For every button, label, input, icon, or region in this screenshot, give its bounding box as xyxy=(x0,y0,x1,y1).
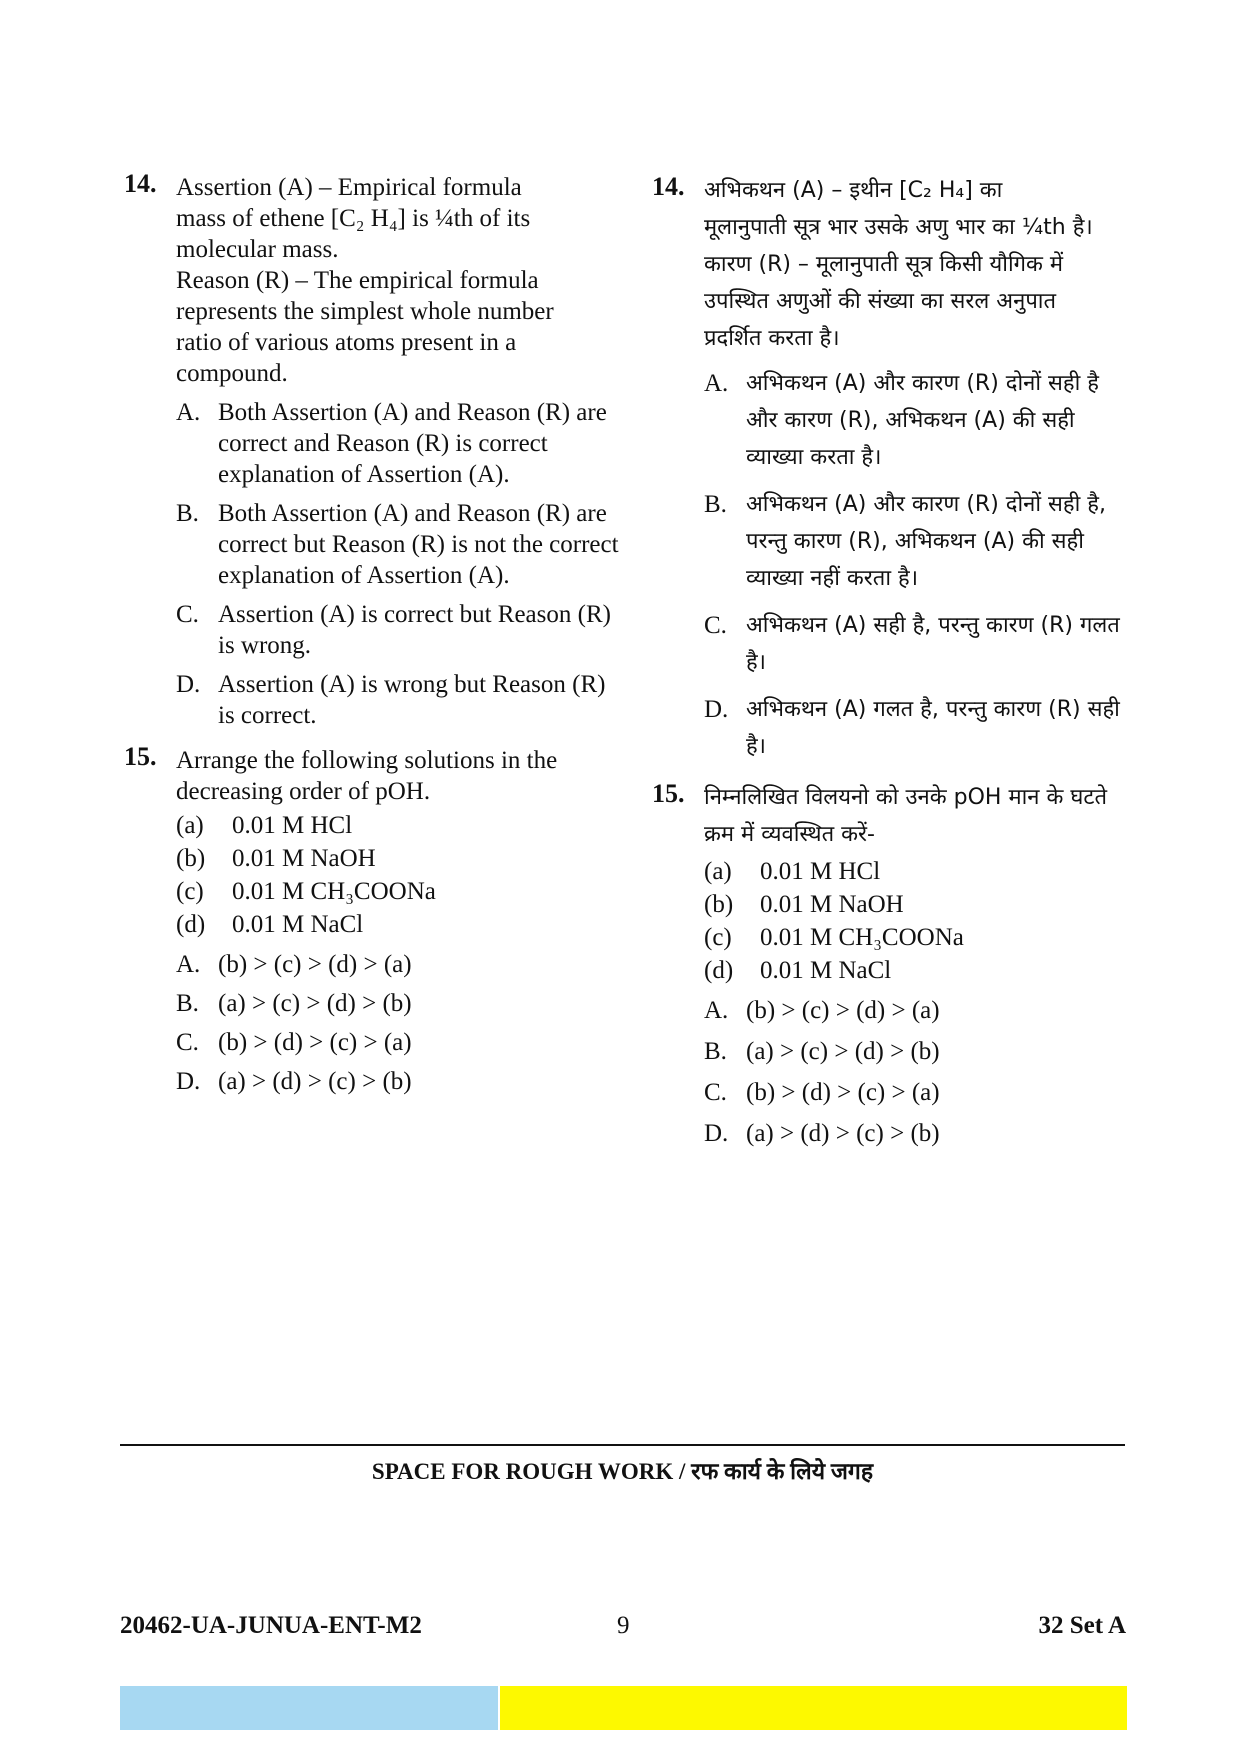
question-14-en xyxy=(124,169,624,731)
set-label: 32 Set A xyxy=(1038,1612,1126,1639)
answer-option-c: C. (b) > (d) > (c) > (a) xyxy=(704,1079,940,1106)
answer-options xyxy=(176,397,624,731)
question-number: 15. xyxy=(124,742,157,771)
answer-option-a: A. (b) > (c) > (d) > (a) xyxy=(704,997,940,1024)
answer-option-a: A. Both Assertion (A) and Reason (R) are correct and Reason (R) is correct explanation of Assertion (A). xyxy=(176,399,607,488)
question-15-hi xyxy=(652,779,1132,1149)
answer-option-a: A. अभिकथन (A) और कारण (R) दोनों सही है और कारण (R), अभिकथन (A) की सही व्याख्या करता है। xyxy=(704,370,1099,470)
divider xyxy=(120,1444,1125,1446)
solution-list xyxy=(704,855,1132,987)
paper-code: 20462-UA-JUNUA-ENT-M2 xyxy=(120,1612,422,1639)
answer-option-d: D. Assertion (A) is wrong but Reason (R) is correct. xyxy=(176,671,606,729)
list-item: (a) 0.01 M HCl xyxy=(704,858,881,885)
answer-option-c: C. (b) > (d) > (c) > (a) xyxy=(176,1029,412,1056)
list-item: (b) 0.01 M NaOH xyxy=(704,891,904,918)
answer-option-d: D. (a) > (d) > (c) > (b) xyxy=(176,1068,412,1095)
answer-option-c: C. अभिकथन (A) सही है, परन्तु कारण (R) गलत है। xyxy=(704,612,1120,675)
question-stem: अभिकथन (A) – इथीन [C₂ H₄] का मूलानुपाती सूत्र भार उसके अणु भार का ¼th है। कारण (R) – मूलानुपाती सूत्र किसी यौगिक में उपस्थित अणुओं की संख्या का सरल अनुपात प्रदर्शित करता है। xyxy=(704,178,1093,351)
list-item: (d) 0.01 M NaCl xyxy=(176,911,364,938)
question-stem: Arrange the following solutions in the decreasing order of pOH. xyxy=(176,747,558,805)
answer-options xyxy=(176,949,624,1097)
list-item: (a) 0.01 M HCl xyxy=(176,812,353,839)
question-stem: Assertion (A) – Empirical formula mass of ethene [C₂ H₄] is ¼th of its molecular mass. Reason (R) – The empirical formula represents the simplest whole number ratio of various atoms present in a compound. xyxy=(176,174,554,387)
answer-option-d: D. अभिकथन (A) गलत है, परन्तु कारण (R) सही है। xyxy=(704,696,1120,759)
answer-option-c: C. Assertion (A) is correct but Reason (R) is wrong. xyxy=(176,601,611,659)
answer-option-d: D. (a) > (d) > (c) > (b) xyxy=(704,1120,940,1147)
answer-options xyxy=(704,365,1132,765)
list-item: (d) 0.01 M NaCl xyxy=(704,957,892,984)
color-band-yellow xyxy=(500,1686,1127,1730)
question-number: 14. xyxy=(652,172,685,201)
question-14-hi xyxy=(652,172,1132,765)
answer-option-b: B. (a) > (c) > (d) > (b) xyxy=(176,990,412,1017)
page-number: 9 xyxy=(617,1612,630,1639)
answer-options xyxy=(704,995,1132,1149)
list-item: (b) 0.01 M NaOH xyxy=(176,845,376,872)
list-item: (c) 0.01 M CH₃COONa xyxy=(704,924,964,951)
hindi-column xyxy=(652,172,1132,1163)
answer-option-b: B. (a) > (c) > (d) > (b) xyxy=(704,1038,940,1065)
question-number: 14. xyxy=(124,169,157,198)
question-stem: निम्नलिखित विलयनो को उनके pOH मान के घटते क्रम में व्यवस्थित करें- xyxy=(704,785,1108,847)
answer-option-b: B. Both Assertion (A) and Reason (R) are correct but Reason (R) is not the correct explanation of Assertion (A). xyxy=(176,500,619,589)
question-15-en xyxy=(124,742,624,1097)
solution-list xyxy=(176,809,624,941)
list-item: (c) 0.01 M CH₃COONa xyxy=(176,878,436,905)
color-band-blue xyxy=(120,1686,498,1730)
rough-work-heading: SPACE FOR ROUGH WORK / रफ कार्य के लिये जगह xyxy=(371,1459,874,1484)
question-number: 15. xyxy=(652,779,685,808)
english-column xyxy=(124,169,624,1111)
answer-option-a: A. (b) > (c) > (d) > (a) xyxy=(176,951,412,978)
answer-option-b: B. अभिकथन (A) और कारण (R) दोनों सही है, परन्तु कारण (R), अभिकथन (A) की सही व्याख्या नहीं करता है। xyxy=(704,491,1106,591)
